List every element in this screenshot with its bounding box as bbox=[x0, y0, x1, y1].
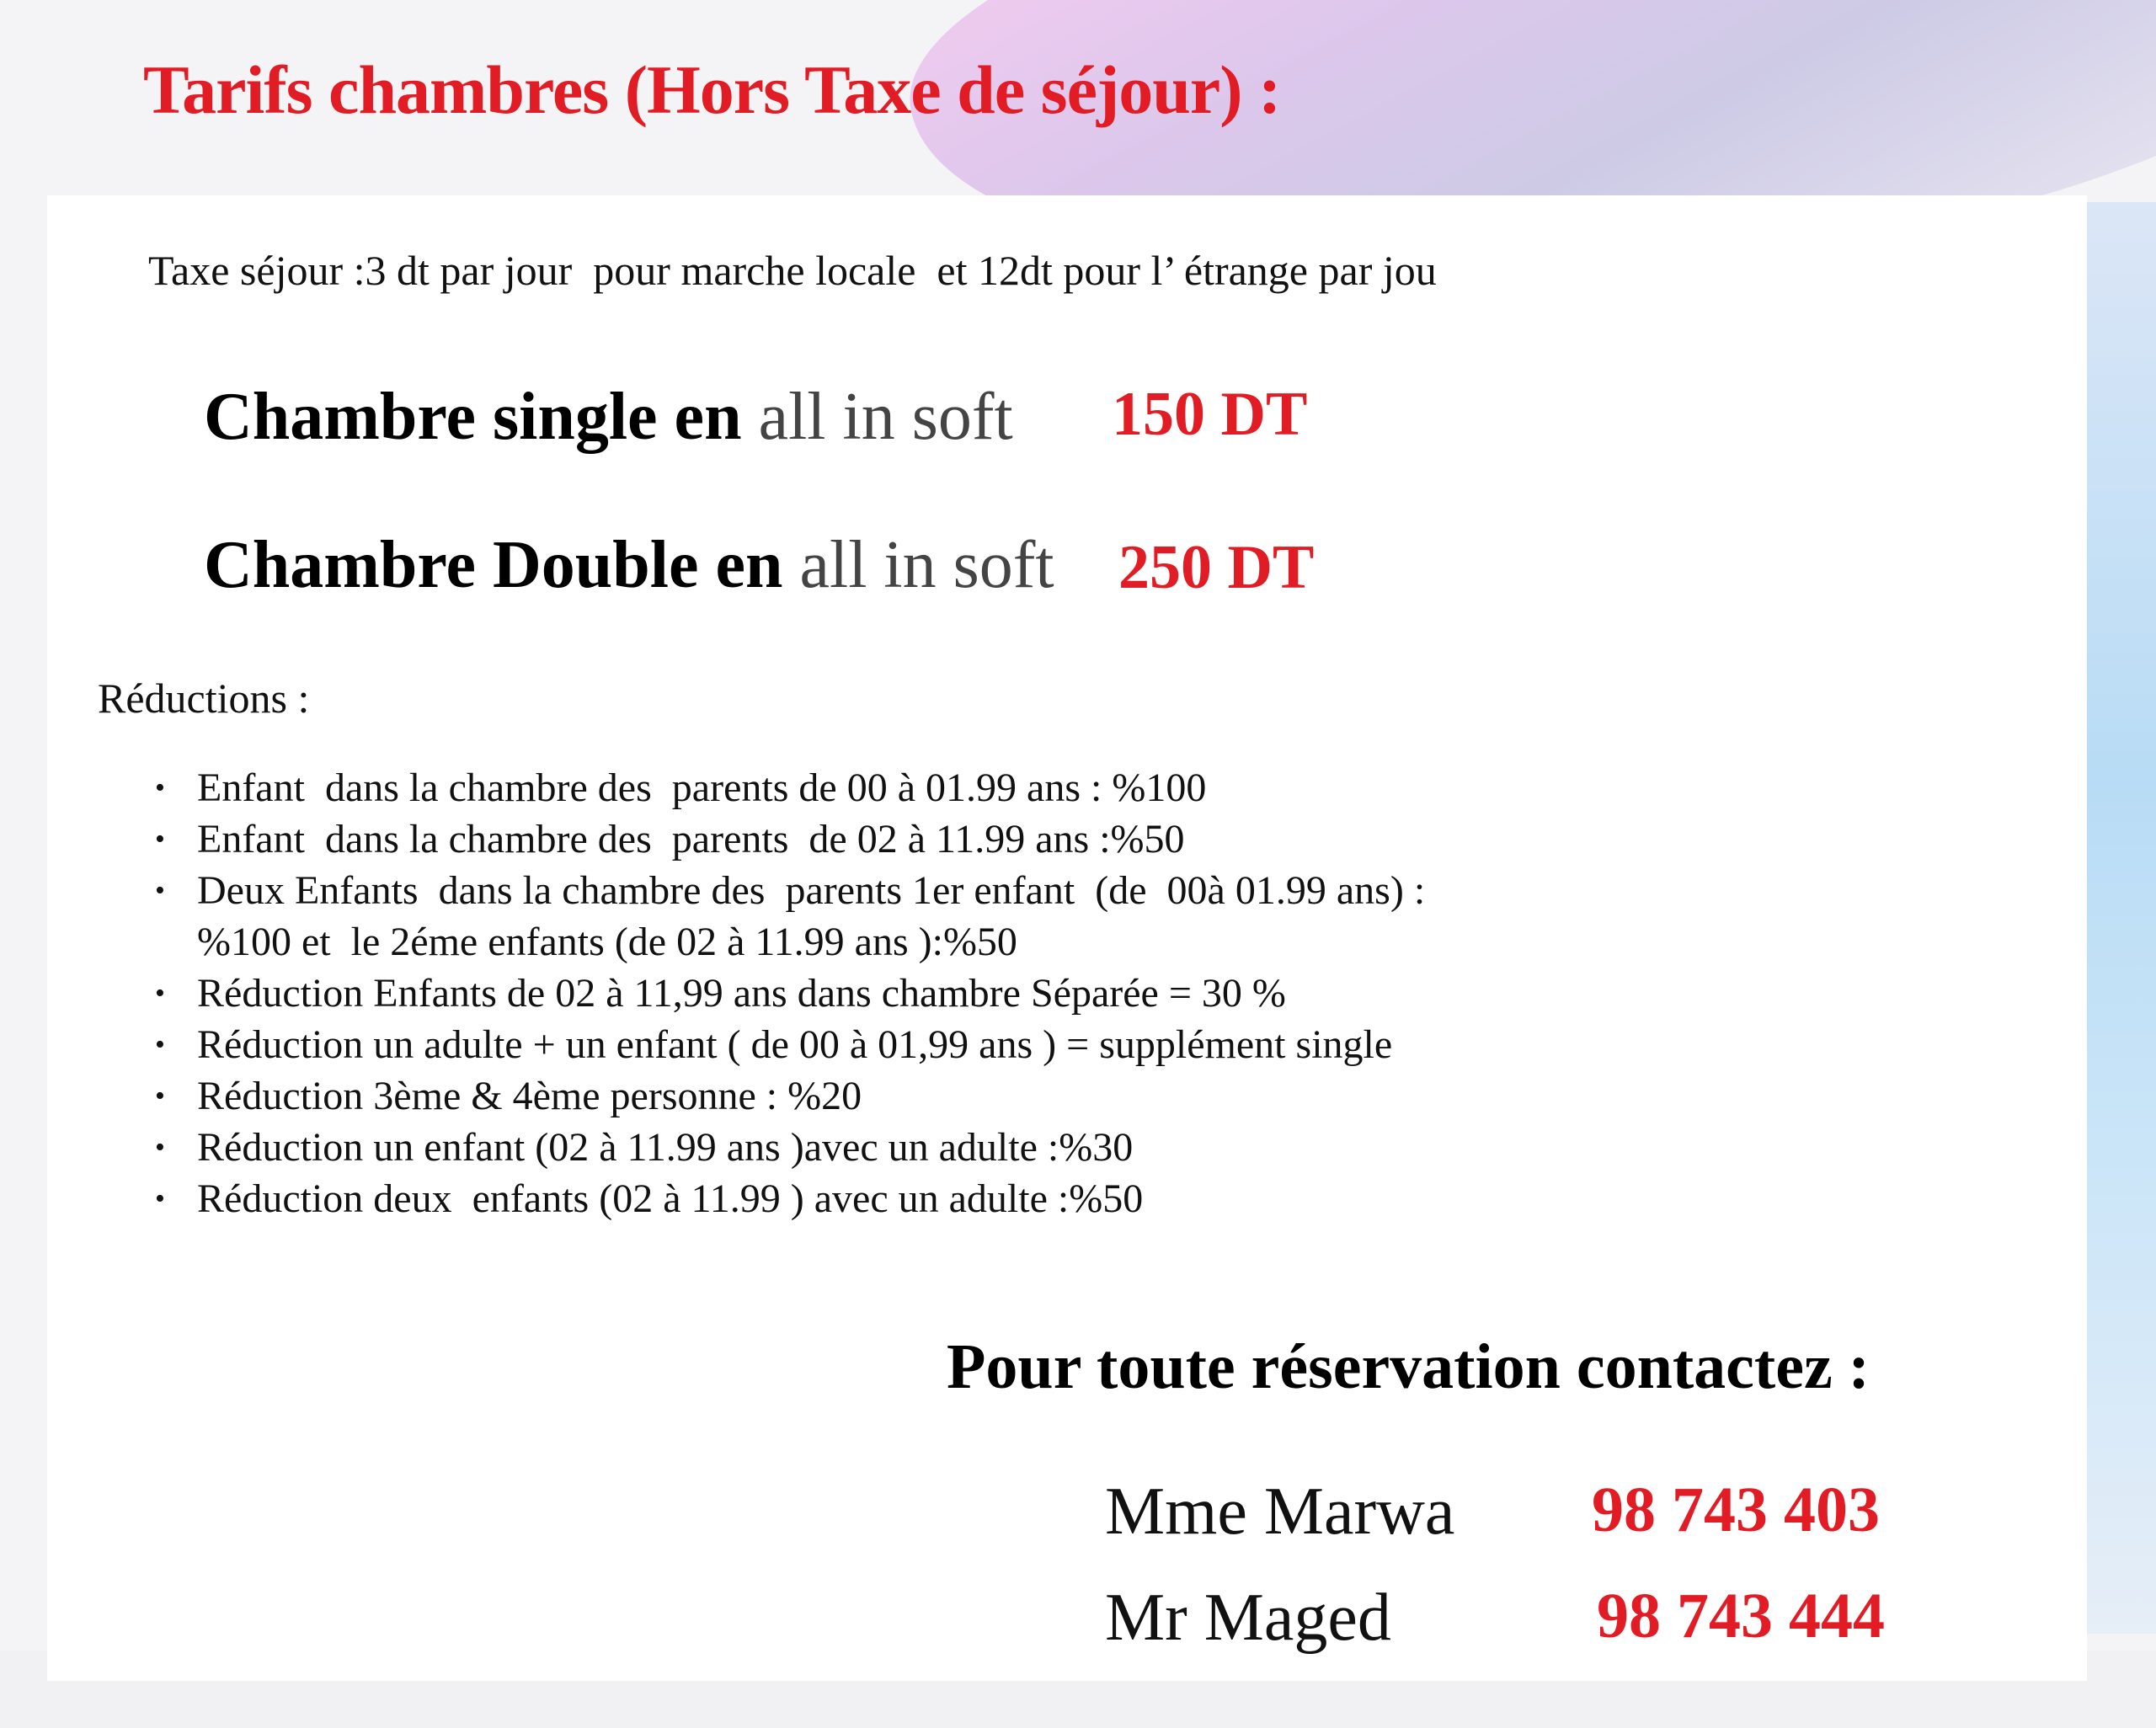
room-single-price: 150 DT bbox=[1112, 380, 1308, 449]
room-double-label bbox=[204, 527, 1054, 604]
reduction-item: • Réduction Enfants de 02 à 11,99 ans dans chambre Séparée = 30 % bbox=[0, 968, 1797, 1019]
room-single-label bbox=[204, 379, 1013, 456]
reduction-item: • Réduction deux enfants (02 à 11.99 ) avec un adulte :%50 bbox=[0, 1173, 1797, 1224]
tax-note: Taxe séjour :3 dt par jour pour marche locale et 12dt pour l’ étrange par jou bbox=[148, 247, 1437, 294]
contact-row-maged bbox=[1105, 1580, 1885, 1656]
reduction-item: • Enfant dans la chambre des parents de 00 à 01.99 ans : %100 bbox=[0, 762, 1797, 813]
room-double-price: 250 DT bbox=[1118, 533, 1315, 602]
reduction-item: • Enfant dans la chambre des parents de 02 à 11.99 ans :%50 bbox=[0, 813, 1797, 865]
reduction-item: • Réduction un enfant (02 à 11.99 ans )avec un adulte :%30 bbox=[0, 1122, 1797, 1173]
room-single-type: Chambre single en bbox=[204, 380, 742, 454]
contact-heading: Pour toute réservation contactez : bbox=[947, 1331, 1870, 1402]
reductions-list bbox=[0, 762, 1797, 1224]
room-single-formula: all in soft bbox=[758, 380, 1013, 454]
room-double-formula: all in soft bbox=[799, 528, 1054, 602]
room-double-type: Chambre Double en bbox=[204, 528, 783, 602]
contact-phone[interactable]: 98 743 403 bbox=[1592, 1475, 1880, 1545]
contact-name: Mr Maged bbox=[1105, 1581, 1391, 1655]
reduction-item: • Réduction un adulte + un enfant ( de 00 à 01,99 ans ) = supplément single bbox=[0, 1019, 1797, 1070]
reduction-item: • Deux Enfants dans la chambre des parents 1er enfant (de 00à 01.99 ans) : %100 et le 2éme enfants (de 02 à 11.99 ans ):%50 bbox=[0, 865, 1797, 968]
contact-row-marwa bbox=[1105, 1474, 1880, 1550]
reductions-heading: Réductions : bbox=[98, 675, 310, 722]
contact-phone[interactable]: 98 743 444 bbox=[1597, 1581, 1885, 1651]
contact-name: Mme Marwa bbox=[1105, 1475, 1455, 1549]
reduction-item: • Réduction 3ème & 4ème personne : %20 bbox=[0, 1070, 1797, 1122]
page-title: Tarifs chambres (Hors Taxe de séjour) : bbox=[143, 51, 1281, 128]
background-decoration-right bbox=[2080, 202, 2156, 1634]
